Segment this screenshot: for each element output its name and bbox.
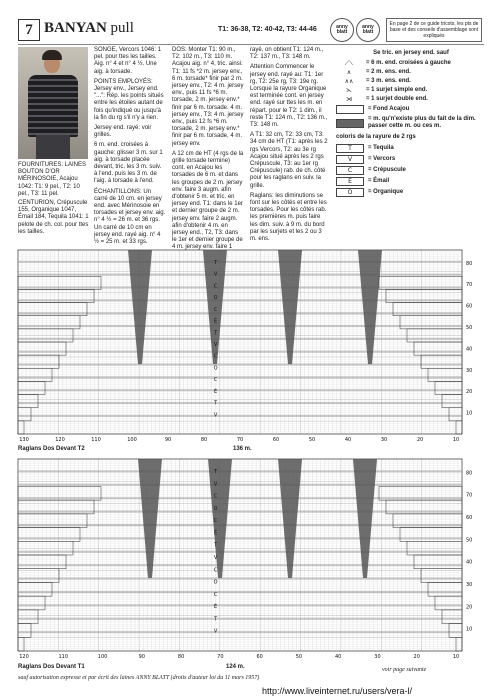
photo-hair bbox=[42, 50, 62, 60]
x-tick-label: 100 bbox=[127, 437, 137, 443]
title-light: pull bbox=[110, 20, 134, 36]
x-tick-label: 130 bbox=[19, 437, 29, 443]
legend-item bbox=[336, 116, 486, 130]
legend-item bbox=[336, 69, 486, 76]
stripe-letter: O bbox=[213, 505, 218, 512]
y-tick-label: 60 bbox=[466, 515, 473, 522]
c3-p2: Attention Commencer le jersey end. rayé au: T1: 1er rg, T2: 25e rg, T3: 19e rg. Lorsque la rayure Organique est terminée cont. en jersey end. rayé sur ttes les m. en répart. pour le T2: 1 dim., il reste T1: 124 m., T2: 136 m., T3: 148 m. bbox=[250, 64, 328, 129]
stripe-letter: O bbox=[213, 295, 218, 302]
x-tick-label: 10 bbox=[452, 654, 460, 660]
stripe-letter: V bbox=[213, 412, 218, 419]
stripe-band bbox=[18, 312, 462, 314]
cable-symbol-icon: ⟋⟍ bbox=[344, 59, 354, 67]
page-header bbox=[18, 18, 484, 42]
c2-p2: A 12 cm de HT (4 rgs de la grille torsade termine) cont. en Acajou les torsades de 6 m. et dans les groupes de 2 m. jersey env. faire 3 augm. afin d'obtenir 5 m. et tric. en jersey end. T1: dans le 1er et dernier groupe de 2 m. jersey env. faire 2 augm. afin d'obtenir 4 m. en jersey end., T2, T3: dans le 1er et dernier groupe de 4 m. jersey env. faire 1 bbox=[172, 150, 244, 251]
stripe-letter: C bbox=[213, 518, 218, 525]
stripe-symbol-icon: T bbox=[336, 144, 364, 153]
stripe-letter: V bbox=[213, 481, 218, 488]
knitting-chart-top bbox=[0, 244, 500, 449]
y-tick-label: 80 bbox=[466, 470, 473, 477]
legend-items bbox=[336, 60, 486, 130]
stripe-label: = Vercors bbox=[368, 156, 396, 162]
empty-square-icon bbox=[336, 105, 364, 114]
stripe-letter: É bbox=[213, 530, 218, 537]
x-tick-label: 50 bbox=[295, 654, 303, 660]
y-tick-label: 70 bbox=[466, 282, 473, 289]
stripe-label: = Tequila bbox=[368, 145, 394, 151]
stripe-item bbox=[336, 166, 486, 175]
legend-item bbox=[336, 105, 486, 114]
x-tick-label: 20 bbox=[416, 437, 424, 443]
x-tick-label: 100 bbox=[97, 654, 108, 660]
y-tick-label: 70 bbox=[466, 492, 473, 499]
k2tog-symbol-icon: ∧ bbox=[346, 69, 352, 76]
stripe-symbol-icon: É bbox=[336, 177, 364, 186]
y-tick-label: 60 bbox=[466, 303, 473, 310]
chart-top-label: Raglans Dos Devant T2 bbox=[18, 446, 85, 452]
stripe-band bbox=[18, 376, 462, 378]
copyright-footer: sauf autorisation expresse et par écrit des laines ANNY BLATT (droits d'auteur loi du 11 mars 1957) bbox=[18, 675, 260, 681]
chart-legend bbox=[336, 50, 486, 199]
knitting-chart-bottom bbox=[0, 453, 500, 668]
stripe-band bbox=[18, 271, 462, 278]
stripe-letter: É bbox=[213, 388, 218, 395]
x-tick-label: 80 bbox=[177, 654, 185, 660]
text-column-3 bbox=[250, 47, 328, 246]
y-tick-label: 30 bbox=[466, 367, 473, 374]
stripe-band bbox=[18, 578, 462, 580]
model-photo bbox=[18, 47, 88, 159]
legend-label: = 1 surjet simple end. bbox=[366, 87, 428, 93]
x-tick-label: 10 bbox=[452, 437, 460, 443]
x-tick-label: 120 bbox=[55, 437, 65, 443]
stripe-letter: T bbox=[214, 469, 218, 475]
stripe-letter: T bbox=[214, 616, 218, 623]
stripe-item bbox=[336, 188, 486, 197]
y-tick-label: 10 bbox=[466, 410, 473, 417]
text-column-1 bbox=[94, 47, 166, 249]
legend-item bbox=[336, 78, 486, 85]
stripe-band bbox=[18, 484, 462, 486]
stripe-letter: T bbox=[214, 542, 218, 549]
y-tick-label: 40 bbox=[466, 346, 473, 353]
x-tick-label: 90 bbox=[164, 437, 172, 443]
stripe-band bbox=[18, 470, 462, 472]
photo-sweater bbox=[28, 75, 78, 137]
x-tick-label: 30 bbox=[374, 654, 381, 660]
c1-p2: POINTS EMPLOYÉS: Jersey env., Jersey end. "...": Rép. les points situés entre les étoiles autant de fois qu'indiqué ou jusqu'à la fin du rg s'il n'y a rien. bbox=[94, 78, 164, 121]
y-tick-label: 10 bbox=[466, 626, 473, 633]
stripe-band bbox=[18, 616, 462, 623]
stripe-band bbox=[18, 287, 462, 289]
k3tog-symbol-icon: ∧∧ bbox=[344, 78, 354, 85]
c3-p1: rayé, on obtient T1: 124 m., T2: 137 m., T3: 148 m. bbox=[250, 47, 324, 61]
stripe-letter: C bbox=[213, 591, 218, 598]
stripe-letter: T bbox=[214, 260, 218, 266]
stripe-letter: C bbox=[213, 567, 218, 574]
skp-symbol-icon: ⋋ bbox=[346, 87, 352, 94]
legend-title: Se tric. en jersey end. sauf bbox=[373, 50, 449, 56]
stripe-band bbox=[18, 551, 462, 553]
y-tick-label: 80 bbox=[466, 260, 473, 267]
text-column-2 bbox=[172, 47, 244, 269]
x-tick-label: 60 bbox=[256, 654, 263, 660]
x-tick-label: 50 bbox=[308, 437, 316, 443]
sizes-line: T1: 36-38, T2: 40-42, T3: 44-46 bbox=[218, 26, 317, 33]
stripe-letter: O bbox=[213, 579, 218, 586]
stripe-band bbox=[18, 591, 462, 593]
double-decrease-symbol-icon: ⋊ bbox=[346, 96, 352, 103]
brand-logo: anny blatt bbox=[330, 18, 354, 42]
c2-p1: DOS: Monter T1: 90 m., T2: 102 m., T3: 110 m. Acajou aig. n° 4, tric. ainsi: T1: 11 fs *2 m. jersey env., 6 m. torsade* finir par 2 m. jersey env., T2: 4 m. jersey env., puis 11 fs *6 m. torsade, 2 m. jersey env.* finir par 6 m. torsade. 4 m. jersey env., T3: 4 m. jersey env., puis 12 fs *6 m. torsade, 2 m. jersey env.* finir par 6 m. torsade, 4 m. jersey env. bbox=[172, 47, 244, 147]
y-tick-label: 50 bbox=[466, 325, 473, 332]
legend-label: = 3 m. ens. end. bbox=[366, 78, 411, 84]
x-tick-label: 30 bbox=[380, 437, 388, 443]
brand-logo-2: anny blatt bbox=[356, 18, 380, 42]
stripe-band bbox=[18, 537, 462, 539]
stripe-letter: T bbox=[214, 330, 218, 337]
photo-legs bbox=[36, 135, 70, 159]
stripe-letter: C bbox=[213, 306, 218, 313]
c1-p5: ÉCHANTILLONS: Un carré de 10 cm. en jersey end. avec Mérinosoie en torsades et jersey env. aig. n° 4 ½ = 26 m. et 36 rgs. Un carré de 10 cm en jersey end. rayé aig. n° 4 ½ = 25 m. et 33 rgs. bbox=[94, 188, 166, 246]
legend-item bbox=[336, 96, 486, 103]
x-tick-label: 70 bbox=[217, 654, 224, 660]
chart-top-width: 136 m. bbox=[233, 446, 252, 452]
stripe-band bbox=[18, 338, 462, 340]
x-tick-label: 20 bbox=[413, 654, 420, 660]
header-divider bbox=[18, 44, 484, 45]
stripe-symbol-icon: C bbox=[336, 166, 364, 175]
filled-square-icon bbox=[336, 119, 364, 128]
stripe-band bbox=[18, 261, 462, 263]
source-url: http://www.liveinternet.ru/users/vera-l/ bbox=[262, 686, 413, 696]
chart-bottom-label: Raglans Dos Devant T1 bbox=[18, 664, 85, 670]
x-tick-label: 60 bbox=[272, 437, 280, 443]
stripe-letter: V bbox=[213, 555, 218, 561]
title-bold: BANYAN bbox=[44, 20, 107, 36]
stripe-label: = Crépuscule bbox=[368, 167, 406, 173]
stripe-letter: O bbox=[213, 365, 218, 372]
stripe-letter: É bbox=[213, 318, 218, 325]
legend-label: = 6 m. end. croisées à gauche bbox=[366, 60, 451, 66]
legend-label: = 2 m. ens. end. bbox=[366, 69, 411, 75]
stripe-letter: C bbox=[213, 377, 218, 384]
stripe-band bbox=[18, 402, 462, 404]
stripe-band bbox=[18, 389, 462, 391]
stripe-band bbox=[18, 351, 462, 353]
stripe-band bbox=[18, 415, 462, 417]
stripe-item bbox=[336, 144, 486, 153]
stripe-label: = Émail bbox=[368, 178, 390, 184]
c1-p3: Jersey end. rayé: voir grilles. bbox=[94, 125, 152, 139]
y-tick-label: 20 bbox=[466, 604, 473, 611]
fournitures-block bbox=[18, 162, 90, 238]
fournitures-2: CENTURION, Crépuscule 155, Organique 1047, Émail 184, Tequila 1041: 1 pelote de ch. col. pour ttes les tailles. bbox=[18, 200, 89, 235]
stripe-letter: C bbox=[213, 493, 218, 500]
stripe-band bbox=[18, 497, 462, 499]
legend-item bbox=[336, 60, 486, 67]
chart-bottom-width: 124 m. bbox=[226, 664, 245, 670]
stripe-band bbox=[18, 325, 462, 327]
x-tick-label: 40 bbox=[344, 437, 352, 443]
stripe-band bbox=[18, 524, 462, 526]
x-tick-label: 90 bbox=[138, 654, 146, 660]
stripe-letter: V bbox=[213, 271, 218, 278]
x-tick-label: 110 bbox=[91, 437, 101, 443]
stripe-band bbox=[18, 511, 462, 513]
y-tick-label: 20 bbox=[466, 389, 473, 396]
y-tick-label: 30 bbox=[466, 582, 473, 589]
stripe-letter: V bbox=[213, 628, 218, 635]
stripe-label: = Organique bbox=[368, 189, 404, 195]
legend-label: = 1 surjet double end. bbox=[366, 96, 428, 102]
stripe-band bbox=[18, 364, 462, 366]
pattern-title bbox=[44, 20, 134, 37]
x-tick-label: 80 bbox=[200, 437, 208, 443]
stripe-item bbox=[336, 155, 486, 164]
legend-label: = m. qu'n'existe plus du fait de la dim. passer cette m. ou ces m. bbox=[368, 116, 476, 129]
legend-item bbox=[336, 87, 486, 94]
legend-label: = Fond Acajou bbox=[368, 106, 410, 112]
c3-p3: A T1: 32 cm, T2: 33 cm, T3: 34 cm de HT (T1: après les 2 rgs Vercors, T2: au 3e rg Acajou situé après les 2 rgs Crépuscule, T3: au 1er rg Crépuscule) rab. de ch. côté pour les raglans en suiv. la grille. bbox=[250, 132, 328, 189]
stripe-band bbox=[18, 628, 462, 635]
stripe-band bbox=[18, 604, 462, 606]
stripe-symbol-icon: O bbox=[336, 188, 364, 197]
stripe-letter: C bbox=[213, 353, 218, 360]
stripe-item bbox=[336, 177, 486, 186]
c1-p1: SONGE, Vercors 1046: 1 pel. pour ttes les tailles. Aig. n° 4 et n° 4 ½. Une aig. à torsade. bbox=[94, 47, 162, 75]
x-tick-label: 70 bbox=[236, 437, 244, 443]
x-tick-label: 110 bbox=[58, 654, 69, 660]
stripe-letter: C bbox=[213, 283, 218, 290]
guide-note: En page 2 de ce guide tricots, les pts de base et des conseils d'assemblage sont expliqués bbox=[386, 18, 482, 42]
page-number: 7 bbox=[18, 19, 40, 41]
stripe-letter: V bbox=[213, 342, 218, 348]
c3-p4: Raglans: les diminutions se font sur les côtés et entre les torsades. Pour les côtés rab. les premières m. puis faire les dim. suiv. à 9 m. du bord par les surjets et les 2 ou 3 m. ens. bbox=[250, 192, 327, 243]
stripe-title: coloris de la rayure de 2 rgs bbox=[336, 134, 416, 140]
stripe-letter: É bbox=[213, 604, 218, 611]
stripe-band bbox=[18, 299, 462, 301]
stripe-band bbox=[18, 564, 462, 566]
fournitures-1: FOURNITURES: LAINES BOUTON D'OR MÉRINOSOIE, Acajou 1042: T1: 9 pel., T2: 10 pel., T3: 11 pel. bbox=[18, 162, 87, 197]
x-tick-label: 40 bbox=[334, 654, 342, 660]
stripe-letter: T bbox=[214, 400, 218, 407]
next-page-note: voir page suivante bbox=[382, 667, 427, 673]
stripe-symbol-icon: V bbox=[336, 155, 364, 164]
y-tick-label: 40 bbox=[466, 559, 473, 566]
c1-p4: 6 m. end. croisées à gauche: glisser 3 m. sur 1 aig. à torsade placée devant, tric. les 3 m. suiv. à l'end. puis les 3 m. de l'aig. à torsade à l'end. bbox=[94, 142, 163, 185]
x-tick-label: 120 bbox=[19, 654, 29, 660]
y-tick-label: 50 bbox=[466, 537, 473, 544]
